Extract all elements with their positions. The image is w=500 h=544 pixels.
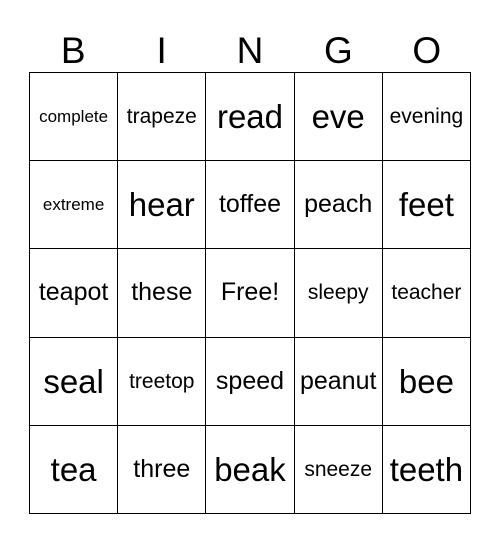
- free-space-cell[interactable]: Free!: [206, 249, 294, 337]
- bingo-cell[interactable]: bee: [383, 338, 471, 426]
- bingo-cell[interactable]: teacher: [383, 249, 471, 337]
- header-letter-o: O: [412, 29, 442, 71]
- bingo-cell[interactable]: tea: [30, 426, 118, 514]
- bingo-cell[interactable]: read: [206, 73, 294, 161]
- bingo-cell[interactable]: toffee: [206, 161, 294, 249]
- bingo-board: [29, 72, 471, 514]
- header-letter-b: B: [60, 29, 86, 71]
- header-letter-i: I: [156, 29, 167, 71]
- bingo-cell[interactable]: evening: [383, 73, 471, 161]
- bingo-cell[interactable]: sleepy: [295, 249, 383, 337]
- bingo-cell[interactable]: peach: [295, 161, 383, 249]
- bingo-cell[interactable]: these: [118, 249, 206, 337]
- bingo-cell[interactable]: teeth: [383, 426, 471, 514]
- bingo-cell[interactable]: teapot: [30, 249, 118, 337]
- bingo-cell[interactable]: speed: [206, 338, 294, 426]
- bingo-cell[interactable]: eve: [295, 73, 383, 161]
- bingo-cell[interactable]: seal: [30, 338, 118, 426]
- header-letter-n: N: [236, 29, 264, 71]
- bingo-cell[interactable]: extreme: [30, 161, 118, 249]
- bingo-cell[interactable]: sneeze: [295, 426, 383, 514]
- bingo-cell[interactable]: feet: [383, 161, 471, 249]
- bingo-cell[interactable]: complete: [30, 73, 118, 161]
- bingo-cell[interactable]: peanut: [295, 338, 383, 426]
- bingo-cell[interactable]: trapeze: [118, 73, 206, 161]
- bingo-cell[interactable]: three: [118, 426, 206, 514]
- bingo-header: [29, 28, 471, 72]
- bingo-cell[interactable]: treetop: [118, 338, 206, 426]
- header-letter-g: G: [323, 29, 353, 71]
- bingo-cell[interactable]: hear: [118, 161, 206, 249]
- bingo-cell[interactable]: beak: [206, 426, 294, 514]
